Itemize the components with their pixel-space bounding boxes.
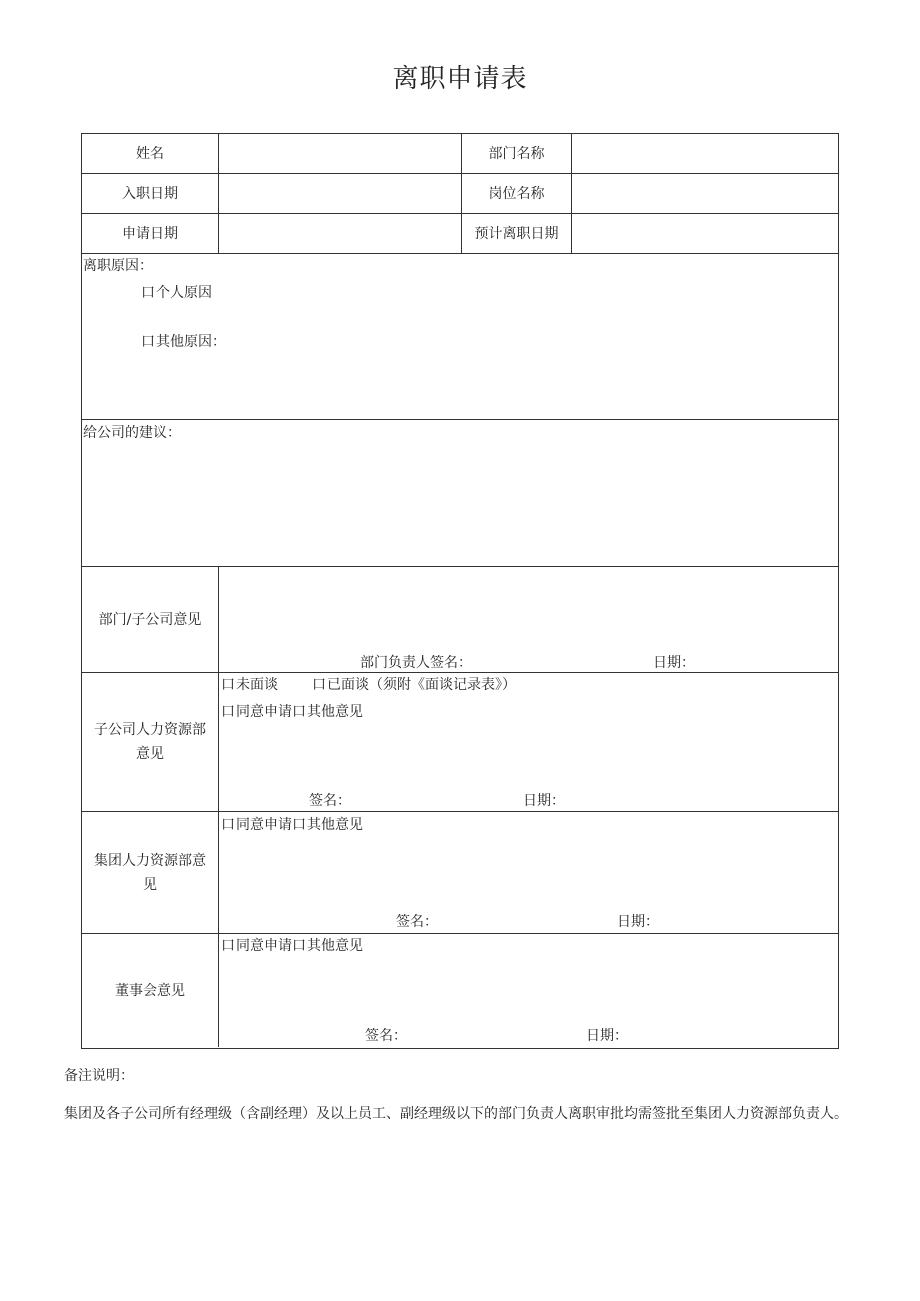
expected-leave-date-field[interactable] (574, 216, 839, 253)
form-title: 离职申请表 (392, 64, 528, 94)
sub-hr-signature-label: 签名： (309, 793, 351, 809)
name-label: 姓名 (136, 145, 164, 162)
entry-date-label: 入职日期 (122, 185, 178, 202)
row-divider (81, 419, 838, 420)
option-label: 其他意见 (307, 704, 363, 720)
board-date-label: 日期： (586, 1028, 628, 1044)
reason-label: 离职原因： (83, 258, 153, 274)
name-field[interactable] (221, 136, 463, 173)
entry-date-field[interactable] (221, 176, 463, 213)
notes-text: 集团及各子公司所有经理级（含副经理）及以上员工、副经理级以下的部门负责人离职审批均需签批至集团人力资源部负责人。 (64, 1106, 848, 1122)
option-label: 同意申请 (236, 704, 292, 720)
apply-date-field[interactable] (221, 216, 463, 253)
checkbox-icon[interactable]: 口 (141, 334, 155, 350)
option-label: 同意申请 (236, 817, 292, 833)
checkbox-icon[interactable]: 口 (221, 938, 235, 954)
checkbox-icon[interactable]: 口 (221, 677, 235, 693)
apply-date-label: 申请日期 (122, 225, 178, 242)
department-field[interactable] (574, 136, 839, 173)
checkbox-icon[interactable]: 口 (312, 677, 326, 693)
dept-opinion-label: 部门/子公司意见 (98, 611, 202, 628)
option-label: 其他意见 (307, 817, 363, 833)
board-opinion-label: 董事会意见 (115, 982, 185, 999)
notes-label: 备注说明： (64, 1068, 134, 1084)
board-signature-label: 签名： (365, 1028, 407, 1044)
dept-signature-label: 部门负责人签名： (360, 655, 472, 671)
sub-hr-option-agree[interactable] (221, 701, 363, 721)
checkbox-icon[interactable]: 口 (221, 704, 235, 720)
row-divider (81, 253, 838, 254)
option-label: 其他意见 (307, 938, 363, 954)
sub-hr-option-not-interviewed[interactable] (221, 674, 278, 694)
position-label: 岗位名称 (488, 185, 545, 202)
col-divider (218, 566, 219, 1047)
option-label: 未面谈 (236, 677, 278, 693)
expected-leave-date-label: 预计离职日期 (474, 225, 559, 242)
group-hr-date-label: 日期： (617, 914, 659, 930)
group-hr-opinion-label: 集团人力资源部意见 (94, 852, 206, 893)
suggestion-field[interactable] (84, 446, 838, 566)
option-label: 其他原因： (156, 334, 226, 350)
department-label: 部门名称 (488, 145, 545, 162)
group-hr-option-agree[interactable] (221, 814, 363, 834)
option-label: 同意申请 (236, 938, 292, 954)
checkbox-icon[interactable]: 口 (292, 938, 306, 954)
reason-option-personal[interactable] (141, 282, 212, 302)
checkbox-icon[interactable]: 口 (292, 817, 306, 833)
checkbox-icon[interactable]: 口 (221, 817, 235, 833)
board-option-agree[interactable] (221, 935, 363, 955)
option-label: 个人原因 (156, 285, 212, 301)
suggestion-label: 给公司的建议： (83, 425, 181, 441)
sub-hr-option-interviewed[interactable] (312, 674, 516, 694)
col-divider (218, 133, 219, 253)
col-divider (571, 133, 572, 253)
sub-hr-opinion-label: 子公司人力资源部意见 (94, 722, 206, 762)
reason-option-other[interactable] (141, 331, 226, 351)
dept-date-label: 日期： (653, 655, 695, 671)
position-field[interactable] (574, 176, 839, 213)
group-hr-signature-label: 签名： (396, 914, 438, 930)
checkbox-icon[interactable]: 口 (292, 704, 306, 720)
checkbox-icon[interactable]: 口 (141, 285, 155, 301)
option-label: 已面谈（须附《面谈记录表》） (327, 677, 516, 693)
sub-hr-date-label: 日期： (523, 793, 565, 809)
